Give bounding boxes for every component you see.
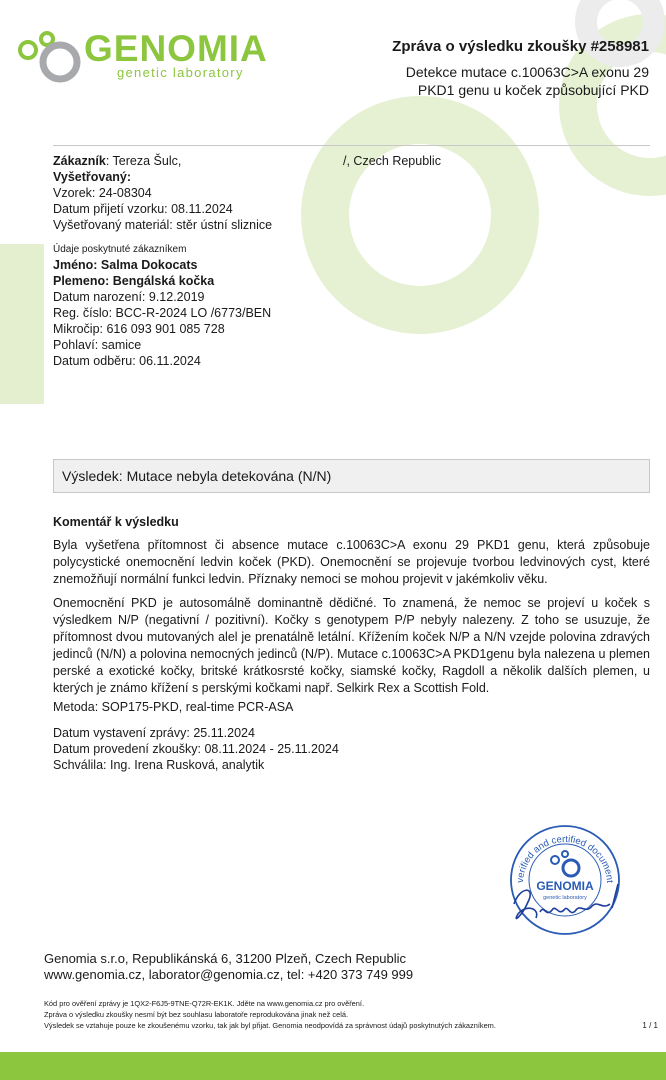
header-divider	[53, 145, 650, 146]
comment-paragraph-2: Onemocnění PKD je autosomálně dominantně dědičné. To znamená, že nemoc se projeví u koček s výsledkem N/P (negativní / pozitivní). Kočky s genotypem P/P nebyly nalezeny. Z toho se usuzuje, že přítomnost dvou mutovaných alel je prenatálně letální. Křížením koček N/P a N/N vzejde polovina zdravých jedinců (N/N) a polovina nemocných jedinců (N/P). Mutace c.10063C>A PKD1genu byla nalezena u plemen perské a exotické kočky, britské krátkosrsté kočky, siamské kočky, Ragdoll a několik dalších plemen, u kterých je známo křížení s perskými kočkami např. Selkirk Rex a Scottish Fold.	[53, 596, 650, 695]
background-ring-large	[325, 120, 515, 310]
footer-fine-2: Zpráva o výsledku zkoušky nesmí být bez souhlasu laboratoře reprodukována jinak než celá.	[44, 1010, 349, 1019]
customer-label: Zákazník	[53, 154, 106, 168]
footer-fine-1: Kód pro ověření zprávy je 1QX2-F6J5-9TNE-Q72R-EK1K. Jděte na www.genomia.cz pro ověření.	[44, 999, 364, 1008]
result-box	[53, 459, 650, 493]
test-dates: Datum provedení zkoušky: 08.11.2024 - 25.11.2024	[53, 742, 339, 756]
customer-line	[53, 153, 181, 169]
microchip: Mikročip: 616 093 901 085 728	[53, 322, 225, 336]
comment-paragraph-1: Byla vyšetřena přítomnost či absence mutace c.10063C>A exonu 29 PKD1 genu, která způsobuje polycystické onemocnění ledvin koček (PKD). Onemocnění se projevuje tvorbou ledvinových cyst, které znemožňují normální funkci ledvin. Příznaky nemoci se mohou projevit v jakémkoliv věku.	[53, 538, 650, 586]
logo	[14, 26, 304, 88]
received-date: Datum přijetí vzorku: 08.11.2024	[53, 202, 233, 216]
footer-contact: www.genomia.cz, laborator@genomia.cz, tel: +420 373 749 999	[44, 967, 414, 982]
signature	[506, 874, 626, 934]
report-subtitle-line2: PKD1 genu u koček způsobující PKD	[417, 82, 649, 98]
page-number: 1 / 1	[642, 1021, 658, 1030]
result-text: Výsledek: Mutace nebyla detekována (N/N)	[62, 468, 332, 484]
method: Metoda: SOP175-PKD, real-time PCR-ASA	[53, 700, 294, 714]
customer-name: : Tereza Šulc,	[105, 154, 182, 168]
bottom-green-bar	[0, 1052, 666, 1080]
birth-date: Datum narození: 9.12.2019	[53, 290, 205, 304]
footer-address: Genomia s.r.o, Republikánská 6, 31200 Plzeň, Czech Republic	[44, 951, 407, 966]
stamp-logo-icon	[551, 851, 579, 876]
material: Vyšetřovaný materiál: stěr ústní sliznice	[53, 218, 273, 232]
examined-label: Vyšetřovaný:	[53, 170, 132, 184]
report-subtitle-line1: Detekce mutace c.10063C>A exonu 29	[405, 64, 649, 80]
footer-fine-3: Výsledek se vztahuje pouze ke zkoušenému vzorku, tak jak byl přijat. Genomia neodpovídá za správnost údajů poskytnutých zákazníkem.	[44, 1021, 496, 1030]
issue-date: Datum vystavení zprávy: 25.11.2024	[53, 726, 255, 740]
collection-date: Datum odběru: 06.11.2024	[53, 354, 201, 368]
sex: Pohlaví: samice	[53, 338, 142, 352]
animal-breed: Plemeno: Bengálská kočka	[53, 274, 215, 288]
logo-tagline: genetic laboratory	[117, 65, 244, 80]
stamp-ring-text: verified and certified document	[514, 833, 615, 884]
customer-address: /, Czech Republic	[343, 154, 441, 168]
animal-name: Jméno: Salma Dokocats	[53, 258, 198, 272]
provided-note: Údaje poskytnuté zákazníkem	[53, 244, 187, 255]
stamp-name: GENOMIA	[536, 879, 594, 893]
registration-number: Reg. číslo: BCC-R-2024 LO /6773/BEN	[53, 306, 272, 320]
logo-name: GENOMIA	[84, 28, 268, 69]
logo-mark-icon	[14, 26, 84, 86]
report-title: Zpráva o výsledku zkoušky #258981	[392, 38, 649, 55]
side-accent-bar	[0, 244, 44, 404]
comment-heading: Komentář k výsledku	[53, 515, 179, 529]
sample-number: Vzorek: 24-08304	[53, 186, 152, 200]
approved-by: Schválila: Ing. Irena Rusková, analytik	[53, 758, 265, 772]
stamp-sub: genetic laboratory	[543, 895, 587, 901]
